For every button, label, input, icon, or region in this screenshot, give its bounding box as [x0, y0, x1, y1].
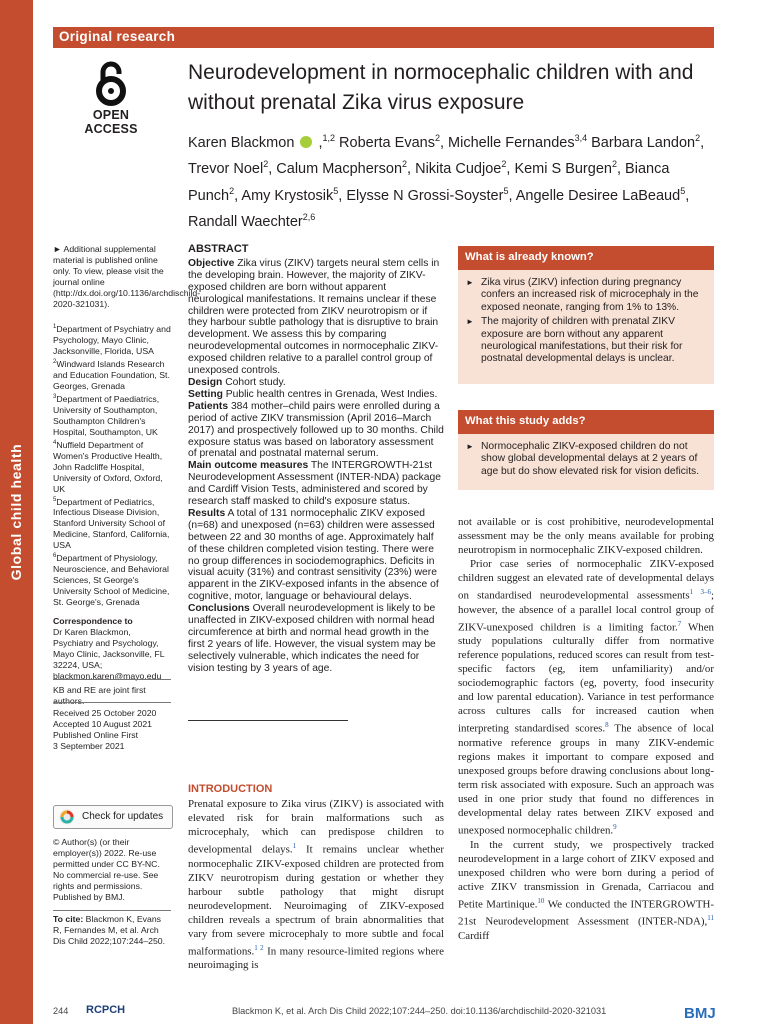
- abstract-body: [188, 258, 444, 675]
- key-point: ► Zika virus (ZIKV) infection during pregnancy confers an increased risk of microcephaly in the exposed neonate, ranging from 1% to 13%.: [466, 277, 706, 314]
- abstract-section: [188, 389, 444, 401]
- affiliation: [53, 551, 171, 608]
- cite-text: Blackmon K, Evans R, Fernandes M, et al. Arch Dis Child 2022;107:244–250.: [53, 914, 166, 946]
- article-type-label: Original research: [59, 29, 176, 44]
- abstract-section: [188, 603, 444, 674]
- body-text: not available or is cost prohibitive, neurodevelopmental assessment may be the only means available for probing neurotropism in normocephalic ZIKV-exposed children.: [458, 516, 714, 556]
- author-name: Nikita Cudjoe: [415, 161, 502, 178]
- author-name: Amy Krystosik: [241, 187, 334, 204]
- abstract-section: [188, 460, 444, 508]
- section-sidebar: [0, 0, 33, 1024]
- author-affiliation-ref: 5: [680, 185, 686, 196]
- author-name: Trevor Noel: [188, 161, 264, 178]
- open-access-logo: [66, 60, 156, 136]
- body-text: When study populations culturally differ from normative reference populations, reduced scores can result from test-specific factors (eg, item unfamiliarity) and/or sociodemographic factors (eg, poverty, food insecurity and low parental education). Variance in test performance across cultures calls for increased caution when interpreting standardised scores.: [458, 621, 715, 735]
- abstract-end-rule: [188, 720, 348, 721]
- cite-label: To cite:: [53, 914, 84, 924]
- intro-text: It remains unclear whether normocephalic ZIKV-exposed children are protected from ZIKV neurotropism during gestation or whether they harbour subtle pathology that might disrupt neurodevelopment. Neuroimaging of ZIKV-exposed children reveals a spectrum of brain abnormalities that vary from severe microcephaly to more subtle and focal malformations.: [188, 843, 444, 958]
- date-received: Received 25 October 2020: [53, 708, 157, 718]
- sidebar-label: Global child health: [8, 443, 24, 581]
- abstract-section-text: The INTERGROWTH-21st Neurodevelopment Assessment (INTER-NDA) package and Cardiff Vision Tests, administered and scored by research staff masked to child's exposure status.: [188, 460, 441, 508]
- already-known-heading: What is already known?: [458, 246, 714, 270]
- body-text: We conducted the INTERGROWTH-21st Neurodevelopment Assessment (INTER-NDA),: [458, 898, 714, 928]
- abstract-section-text: Overall neurodevelopment is likely to be unaffected in ZIKV-exposed children with normal head circumference at birth and normal head growth in the first 2 years of life. However, the visual system may be selectively vulnerable, which indicates the need for vision testing by 3 years of age.: [188, 603, 436, 674]
- abstract-section-label: Objective: [188, 257, 235, 269]
- open-access-label: OPEN ACCESS: [84, 108, 138, 136]
- abstract-section-text: A total of 131 normocephalic ZIKV exposed (n=68) and unexposed (n=63) children were assessed between 22 and 30 months of age. Approximately half of these children completed vision testing. There were no group differences in sociodemographics. Deficits in visual acuity (31%) and contrast sensitivity (23%) were apparent in the ZIKV-exposed infants in the absence of cognitive, motor, language or behavioural delays.: [188, 507, 439, 603]
- correspondence: [53, 616, 171, 682]
- bmj-logo: BMJ: [684, 1005, 716, 1022]
- right-column-text: [458, 515, 714, 943]
- supplemental-note: ► Additional supplemental material is published online only. To view, please visit the journal online (http://dx.doi.org/10.1136/archdischild-2020-321031).: [53, 244, 201, 309]
- abstract-section-text: Zika virus (ZIKV) targets neural stem cells in the developing brain. However, the majority of ZIKV-exposed children are born without apparent neurological manifestations. It remains unclear if these children were protected from ZIKV neurotropism or if they harbour subtle pathology that is disruptive to brain development. We assess this by comparing neurodevelopmental outcomes in normocephalic ZIKV-exposed children relative to a parallel control group of unexposed controls.: [188, 257, 440, 377]
- abstract-section: [188, 508, 444, 603]
- correspondence-text: Dr Karen Blackmon, Psychiatry and Psychology, Mayo Clinic, Jacksonville, FL 32224, USA; blackmon.karen@mayo.edu: [53, 627, 165, 681]
- affiliation: [53, 495, 171, 552]
- paragraph: [458, 838, 714, 943]
- author-affiliation-ref: 5: [503, 185, 509, 196]
- author-name: Angelle Desiree LaBeaud: [515, 187, 681, 204]
- body-text: Cardiff: [458, 929, 490, 942]
- divider: [53, 910, 171, 911]
- author-affiliation-ref: 2: [611, 159, 617, 170]
- affiliations: [53, 322, 171, 608]
- date-accepted: Accepted 10 August 2021: [53, 719, 153, 729]
- body-text: In the current study, we prospectively tracked neurodevelopment in a large cohort of ZIKV exposed and unexposed children who were born during a period of active ZIKV transmission in Grenada, Carriacou and Petite Martinique.: [458, 838, 714, 911]
- study-adds-heading: What this study adds?: [458, 410, 714, 434]
- author-name: Bianca Punch: [188, 161, 670, 204]
- abstract-section: [188, 377, 444, 389]
- author-affiliation-ref: 5: [333, 185, 339, 196]
- already-known-box: [458, 246, 714, 384]
- abstract-section-label: Design: [188, 376, 223, 388]
- check-updates-icon: [59, 809, 75, 825]
- abstract-section: [188, 258, 444, 377]
- affiliation-text: Nuffield Department of Women's Productive Health, John Radcliffe Hospital, University of Oxford, Oxford, UK: [53, 439, 163, 494]
- reference-link[interactable]: 1 2: [254, 943, 264, 952]
- reference-link[interactable]: 9: [613, 822, 617, 831]
- abstract-section-text: Public health centres in Grenada, West Indies.: [225, 388, 438, 400]
- author-affiliation-ref: 2: [402, 159, 408, 170]
- divider: [53, 679, 171, 680]
- author-name: Elysse N Grossi-Soyster: [346, 187, 504, 204]
- affiliation: [53, 357, 171, 392]
- correspondence-heading: Correspondence to: [53, 616, 133, 626]
- reference-link[interactable]: 7: [677, 619, 682, 628]
- author-affiliation-ref: 2: [229, 185, 235, 196]
- affiliation-number: 6: [53, 553, 57, 560]
- open-access-icon: [91, 60, 131, 106]
- abstract-section-label: Patients: [188, 400, 229, 412]
- article-dates: [53, 708, 171, 752]
- key-point: ► Normocephalic ZIKV-exposed children do not show global developmental delays at 2 years of age but do show elevated risk for vision deficits.: [466, 441, 706, 478]
- affiliation-number: 3: [53, 393, 57, 400]
- reference-link[interactable]: 11: [707, 914, 714, 923]
- footer-citation: Blackmon K, et al. Arch Dis Child 2022;107:244–250. doi:10.1136/archdischild-2020-321031: [232, 1006, 607, 1016]
- author-affiliation-ref: 1,2: [322, 133, 335, 143]
- affiliation-number: 4: [53, 439, 57, 446]
- study-adds-list: [458, 434, 714, 486]
- author-affiliation-ref: 2: [501, 159, 507, 170]
- copyright: © Author(s) (or their employer(s)) 2022. Re-use permitted under CC BY-NC. No commercial re-use. See rights and permissions. Published by BMJ.: [53, 837, 160, 902]
- author-affiliation-ref: 2: [695, 133, 701, 143]
- author-name: Karen Blackmon: [188, 134, 295, 151]
- author-name: Michelle Fernandes: [448, 134, 575, 151]
- author-affiliation-ref: 3,4: [574, 133, 588, 143]
- affiliation: [53, 322, 171, 357]
- orcid-icon[interactable]: [300, 136, 312, 148]
- intro-text: Prenatal exposure to Zika virus (ZIKV) is associated with elevated risk for brain malformations such as microcephaly, which can predispose children to developmental delays.: [188, 798, 444, 856]
- article-type-banner: [53, 27, 714, 48]
- paragraph: [458, 515, 714, 557]
- affiliation: [53, 392, 171, 438]
- affiliation-text: Windward Islands Research and Education Foundation, St. Georges, Grenada: [53, 358, 170, 391]
- abstract-section-text: 384 mother–child pairs were enrolled during a period of active ZIKV transmission (April 2016–March 2017) and prospectively followed up to 30 months. Child exposure status was based on laboratory assessment of prenatal and postnatal maternal serum.: [188, 400, 444, 460]
- abstract-section-label: Main outcome measures: [188, 460, 309, 472]
- rcpch-logo: RCPCH: [86, 1004, 126, 1016]
- affiliation-text: Department of Physiology, Neuroscience, and Behavioral Sciences, St George's University School of Medicine, St. George's, Grenada: [53, 553, 170, 608]
- author-name: Calum Macpherson: [276, 161, 403, 178]
- reference-link[interactable]: 8: [605, 721, 609, 730]
- date-published-day: 3 September 2021: [53, 741, 125, 751]
- author-name: Barbara Landon: [591, 134, 696, 151]
- key-point: ► The majority of children with prenatal ZIKV exposure are born without any apparent neurological manifestations, but their risk for postnatal developmental delays is unclear.: [466, 316, 706, 366]
- body-text: Prior case series of normocephalic ZIKV-exposed children suggest an elevated rate of developmental delays on standardised neurodevelopmental assessments: [458, 558, 714, 602]
- affiliation-number: 5: [53, 496, 57, 503]
- author-list: Karen Blackmon ,$^{1,2}$ Roberta Evans$^2$, Michelle Fernandes$^{3,4}$ Barbara Landon$^2$, Trevor Noel$^2$, Calum Macpherson$^2$, Nikita Cudjoe$^2$, Kemi S Burgen$^2$, Bianca Punch$^2$, Amy Krystosik$^5$, Elysse N Grossi-Soyster$^5$, Angelle Desiree LaBeaud$^5$, Randall Waechter$^{2,6}$: [188, 133, 705, 230]
- article-title: Neurodevelopment in normocephalic children with and without prenatal Zika virus exposure: [188, 61, 694, 114]
- introduction-heading: INTRODUCTION: [188, 783, 273, 795]
- affiliation-number: 1: [53, 324, 57, 330]
- abstract-section-label: Results: [188, 507, 226, 519]
- author-affiliation-ref: 2: [434, 133, 440, 143]
- author-affiliation-ref: 2,6: [302, 211, 316, 222]
- already-known-list: [458, 270, 714, 374]
- affiliation-text: Department of Paediatrics, University of Southampton, Southampton Children's Hospital, Southampton, UK: [53, 393, 160, 437]
- body-text: ; however, the absence of a parallel local control group of ZIKV-unexposed children is a limiting factor.: [458, 589, 714, 634]
- affiliation-text: Department of Pediatrics, Infectious Disease Division, Stanford University School of Medicine, Stanford, California, USA: [53, 496, 170, 551]
- date-published: Published Online First: [53, 730, 138, 740]
- affiliation-text: Department of Psychiatry and Psychology, Mayo Clinic, Jacksonville, Florida, USA: [53, 323, 171, 356]
- joint-first-note: KB and RE are joint first authors.: [53, 685, 146, 706]
- abstract: [188, 244, 444, 675]
- intro-text: In many resource-limited regions where neuroimaging is: [188, 945, 444, 972]
- abstract-section-label: Conclusions: [188, 603, 250, 615]
- reference-link[interactable]: 10: [537, 896, 545, 905]
- reference-link[interactable]: 1: [292, 842, 297, 850]
- affiliation-number: 2: [53, 358, 57, 365]
- reference-link[interactable]: 1 3–6: [689, 588, 711, 596]
- cite-block: [53, 914, 171, 947]
- check-for-updates-button[interactable]: [53, 805, 173, 829]
- body-text: The absence of local normative reference groups in many ZIKV-endemic regions makes it important to compare exposed and unexposed groups before drawing conclusions about long-term risk associated with exposure. Such an approach was used in one prior study that found no differences in developmental delay rates between ZIKV exposed and unexposed normocephalic children.: [458, 722, 714, 837]
- abstract-section: [188, 401, 444, 461]
- author-name: Kemi S Burgen: [514, 161, 612, 178]
- study-adds-box: [458, 410, 714, 490]
- affiliation: [53, 438, 171, 495]
- author-name: Randall Waechter: [188, 213, 303, 230]
- abstract-section-text: Cohort study.: [225, 376, 286, 388]
- author-affiliation-ref: 2: [263, 159, 269, 170]
- abstract-heading: ABSTRACT: [188, 243, 249, 255]
- paragraph: [458, 557, 714, 838]
- check-updates-label: Check for updates: [82, 811, 164, 822]
- page-number: 244: [53, 1006, 69, 1016]
- author-name: Roberta Evans: [339, 134, 435, 151]
- abstract-section-label: Setting: [188, 388, 223, 400]
- divider: [53, 702, 171, 703]
- introduction-text: [188, 797, 444, 972]
